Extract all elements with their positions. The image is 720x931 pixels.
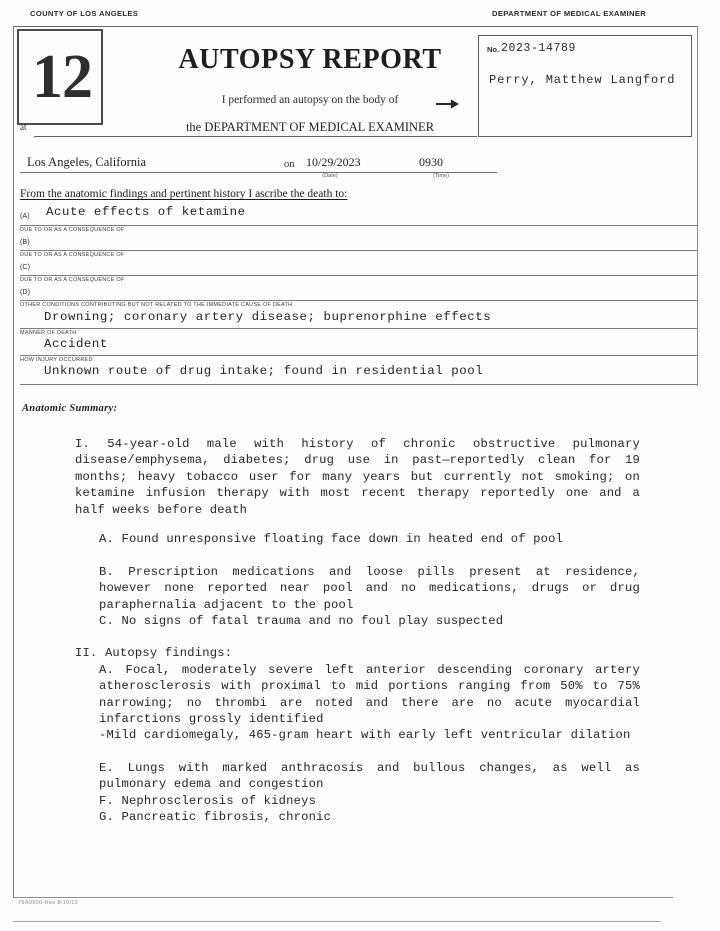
anatomic-summary-section-one: I. 54-year-old male with history of chronic obstructive pulmonary disease/emphysema, diabetes; drug use in past—reportedly clean for 19 months; heavy tobacco user for many years but currently not smoking; on ketamine infusion therapy with most recent therapy reportedly one and a half weeks before death [75, 437, 640, 517]
cod-row-d-caption: DUE TO OR AS A CONSEQUENCE OF [20, 277, 125, 283]
cod-row-a-rule [20, 225, 697, 226]
autopsy-findings-item-f: F. Nephrosclerosis of kidneys [99, 794, 317, 808]
autopsy-statement: I performed an autopsy on the body of [221, 94, 399, 106]
other-conditions-rule [20, 328, 697, 329]
decedent-name: Perry, Matthew Langford [489, 73, 676, 87]
autopsy-date-value: 10/29/2023 [306, 155, 361, 169]
form-revision-code: 76A9900-Rev 8/16/15 [18, 900, 79, 906]
anatomic-summary-heading: Anatomic Summary: [22, 403, 118, 414]
manner-of-death-caption: MANNER OF DEATH [20, 330, 77, 336]
performing-agency-label: the DEPARTMENT OF MEDICAL EXAMINER [185, 120, 435, 134]
case-number-value: 2023-14789 [501, 42, 577, 55]
autopsy-findings-item-a: A. Focal, moderately severe left anterior descending coronary artery atherosclerosis with proximal to mid portions ranging from 50% to 75% narrowing; no thrombi are noted and there are no acute myocardial infarctions grossly identified [99, 663, 640, 727]
manner-of-death-value: Accident [44, 337, 108, 351]
form-frame-bottom-rule [13, 897, 673, 898]
cod-row-c-caption: DUE TO OR AS A CONSEQUENCE OF [20, 252, 125, 258]
other-conditions-value: Drowning; coronary artery disease; buprenorphine effects [44, 310, 492, 324]
county-label: COUNTY OF LOS ANGELES [30, 9, 139, 18]
how-injury-occurred-caption: HOW INJURY OCCURRED [20, 357, 93, 363]
cod-row-b-rule [20, 250, 697, 251]
autopsy-findings-item-g: G. Pancreatic fibrosis, chronic [99, 810, 332, 824]
autopsy-findings-heading: II. Autopsy findings: [75, 646, 233, 660]
time-caption: (Time) [433, 173, 449, 179]
other-conditions-caption: OTHER CONDITIONS CONTRIBUTING BUT NOT RELATED TO THE IMMEDIATE CAUSE OF DEATH [20, 302, 293, 308]
autopsy-findings-item-e: E. Lungs with marked anthracosis and bullous changes, as well as pulmonary edema and congestion [99, 761, 640, 792]
cause-of-death-intro: From the anatomic findings and pertinent history I ascribe the death to: [20, 188, 348, 200]
cod-row-a-value: Acute effects of ketamine [46, 205, 246, 219]
right-arrow-icon [436, 98, 460, 110]
anatomic-summary-item-b: B. Prescription medications and loose pills present at residence, however none reported near pool and no medications, drugs or drug paraphernalia adjacent to the pool [99, 565, 640, 612]
form-number-box [17, 29, 103, 125]
department-label: DEPARTMENT OF MEDICAL EXAMINER [492, 9, 647, 18]
autopsy-place-value: Los Angeles, California [27, 155, 147, 169]
form-frame-top-rule [13, 26, 697, 27]
cod-row-c-letter: (C) [20, 262, 30, 271]
cod-row-d-letter: (D) [20, 287, 30, 296]
autopsy-findings-item-cardiomegaly: -Mild cardiomegaly, 465-gram heart with early left ventricular dilation [99, 728, 631, 742]
form-frame-bottom-rule-secondary [13, 921, 661, 922]
cod-row-b-caption: DUE TO OR AS A CONSEQUENCE OF [20, 227, 125, 233]
form-frame-left-rule [13, 26, 14, 898]
anatomic-summary-item-a: A. Found unresponsive floating face down in heated end of pool [99, 532, 564, 546]
on-label: on [284, 159, 295, 170]
agency-header-row [0, 9, 720, 23]
form-frame-right-rule [697, 26, 698, 386]
cod-row-a-letter: (A) [20, 211, 30, 220]
page-title: AUTOPSY REPORT [178, 44, 442, 75]
manner-of-death-rule [20, 355, 697, 356]
how-injury-occurred-value: Unknown route of drug intake; found in residential pool [44, 364, 484, 378]
cod-row-c-rule [20, 275, 697, 276]
case-number-label: No. [487, 45, 500, 54]
how-injury-occurred-rule [20, 384, 697, 385]
cod-row-b-letter: (B) [20, 237, 30, 246]
at-rule [34, 136, 477, 137]
cod-row-d-rule [20, 300, 697, 301]
date-caption: (Date) [322, 173, 338, 179]
form-number-value: 12 [32, 43, 92, 111]
anatomic-summary-item-c: C. No signs of fatal trauma and no foul play suspected [99, 614, 504, 628]
at-label: at [20, 122, 27, 132]
autopsy-time-value: 0930 [419, 155, 443, 169]
